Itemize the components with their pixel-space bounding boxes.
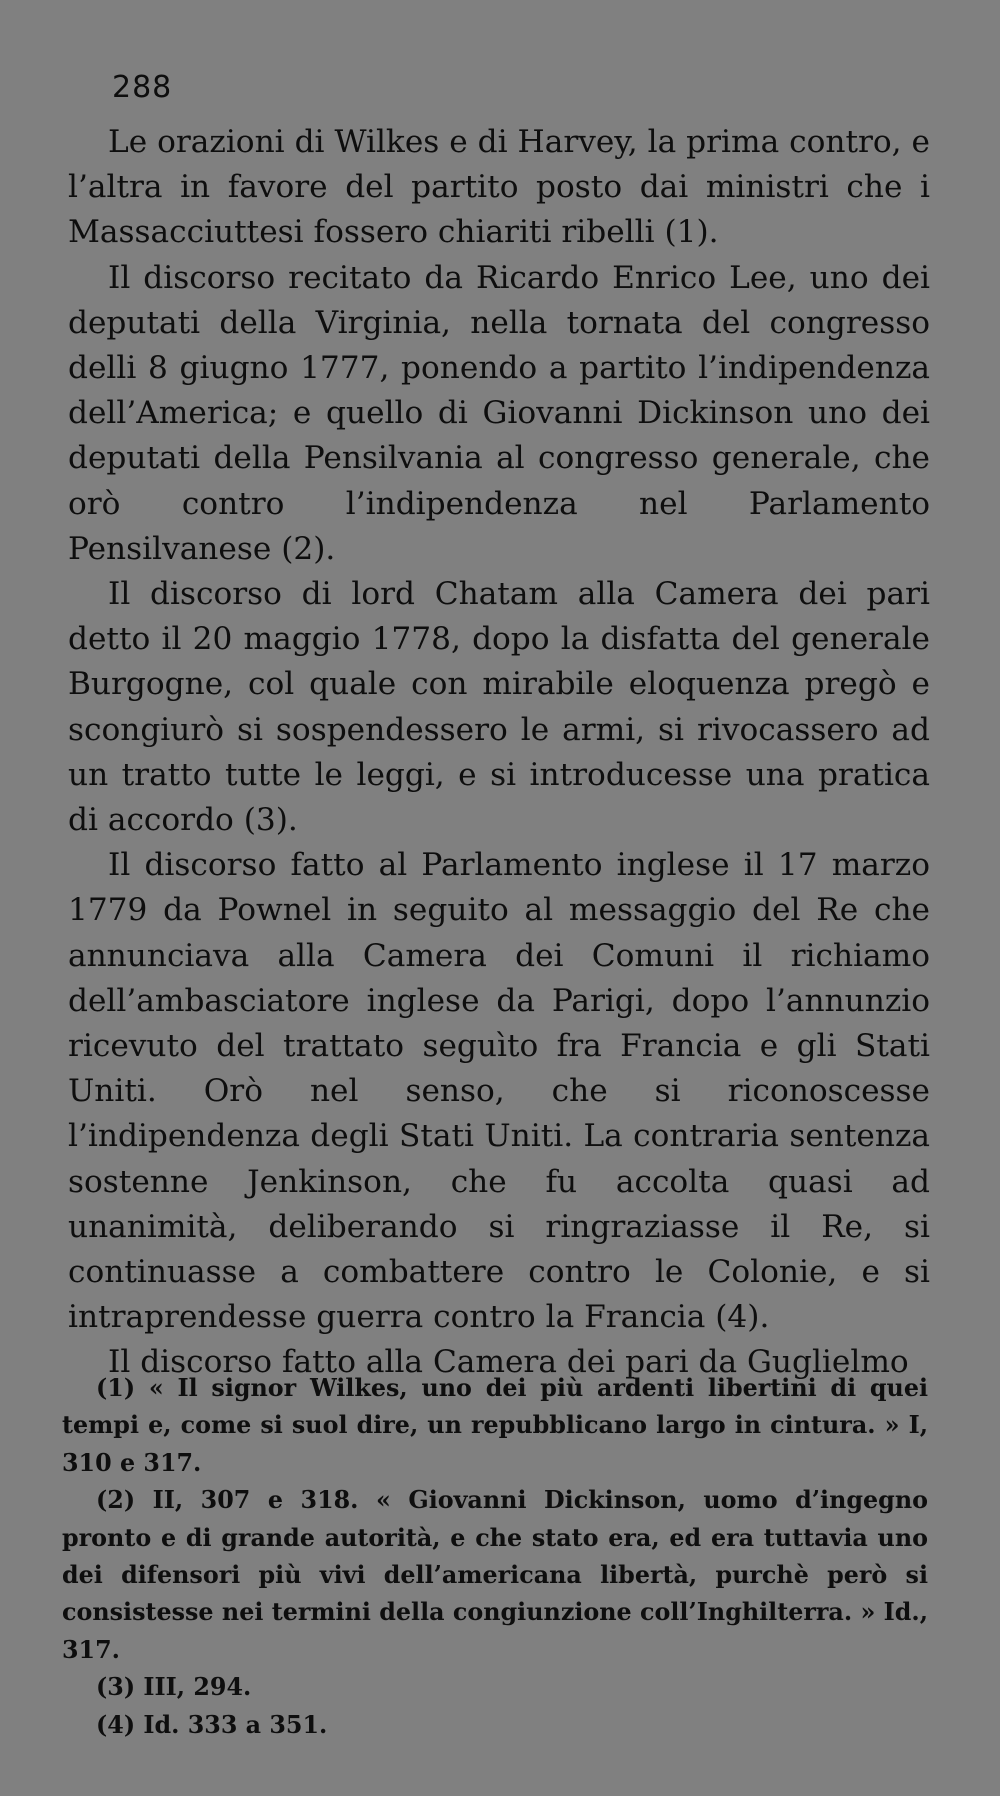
footnote-4: (4) Id. 333 a 351. [96,1710,328,1739]
paragraph-2: Il discorso recitato da Ricardo Enrico Lee, uno dei deputati della Virginia, nella tornata del congresso delli 8 giugno 1777, ponendo a partito l’indipendenza dell’America; e quello di Giovanni Dickinson uno dei deputati della Pensilvania al congresso generale, che orò contro l’indipendenza nel Parlamento Pensilvanese (2). [68,259,930,567]
page-number: 288 [112,70,173,105]
paragraph-4: Il discorso fatto al Parlamento inglese il 17 marzo 1779 da Pownel in seguito al messaggio del Re che annunciava alla Camera dei Comuni il richiamo dell’ambasciatore inglese da Parigi, dopo l’annunzio ricevuto del trattato seguìto fra Francia e gli Stati Uniti. Orò nel senso, che si riconoscesse l’indipendenza degli Stati Uniti. La contraria sentenza sostenne Jenkinson, che fu accolta quasi ad unanimità, deliberando si ringraziasse il Re, si continuasse a combattere contro le Colonie, e si intraprendesse guerra contro la Francia (4). [68,847,930,1336]
paragraph-5: Il discorso fatto alla Camera dei pari da Guglielmo [108,1344,909,1381]
footnote-1: (1) « Il signor Wilkes, uno dei più ardenti libertini di quei tempi e, come si suol dire, un repubblicano largo in cintura. » I, 310 e 317. [62,1374,928,1477]
footnote-3: (3) III, 294. [96,1673,252,1702]
main-text [68,120,930,1386]
footnotes [62,1370,928,1744]
paragraph-3: Il discorso di lord Chatam alla Camera dei pari detto il 20 maggio 1778, dopo la disfatta del generale Burgogne, col quale con mirabile eloquenza pregò e scongiurò si sospendessero le armi, si rivocassero ad un tratto tutte le leggi, e si introducesse una pratica di accordo (3). [68,576,930,839]
footnote-2: (2) II, 307 e 318. « Giovanni Dickinson, uomo d’ingegno pronto e di grande autorità, e che stato era, ed era tuttavia uno dei difensori più vivi dell’americana libertà, purchè però si consistesse nei termini della congiunzione coll’Inghilterra. » Id., 317. [62,1486,928,1664]
paragraph-1: Le orazioni di Wilkes e di Harvey, la prima contro, e l’altra in favore del partito posto dai ministri che i Massacciuttesi fossero chiariti ribelli (1). [68,124,930,251]
